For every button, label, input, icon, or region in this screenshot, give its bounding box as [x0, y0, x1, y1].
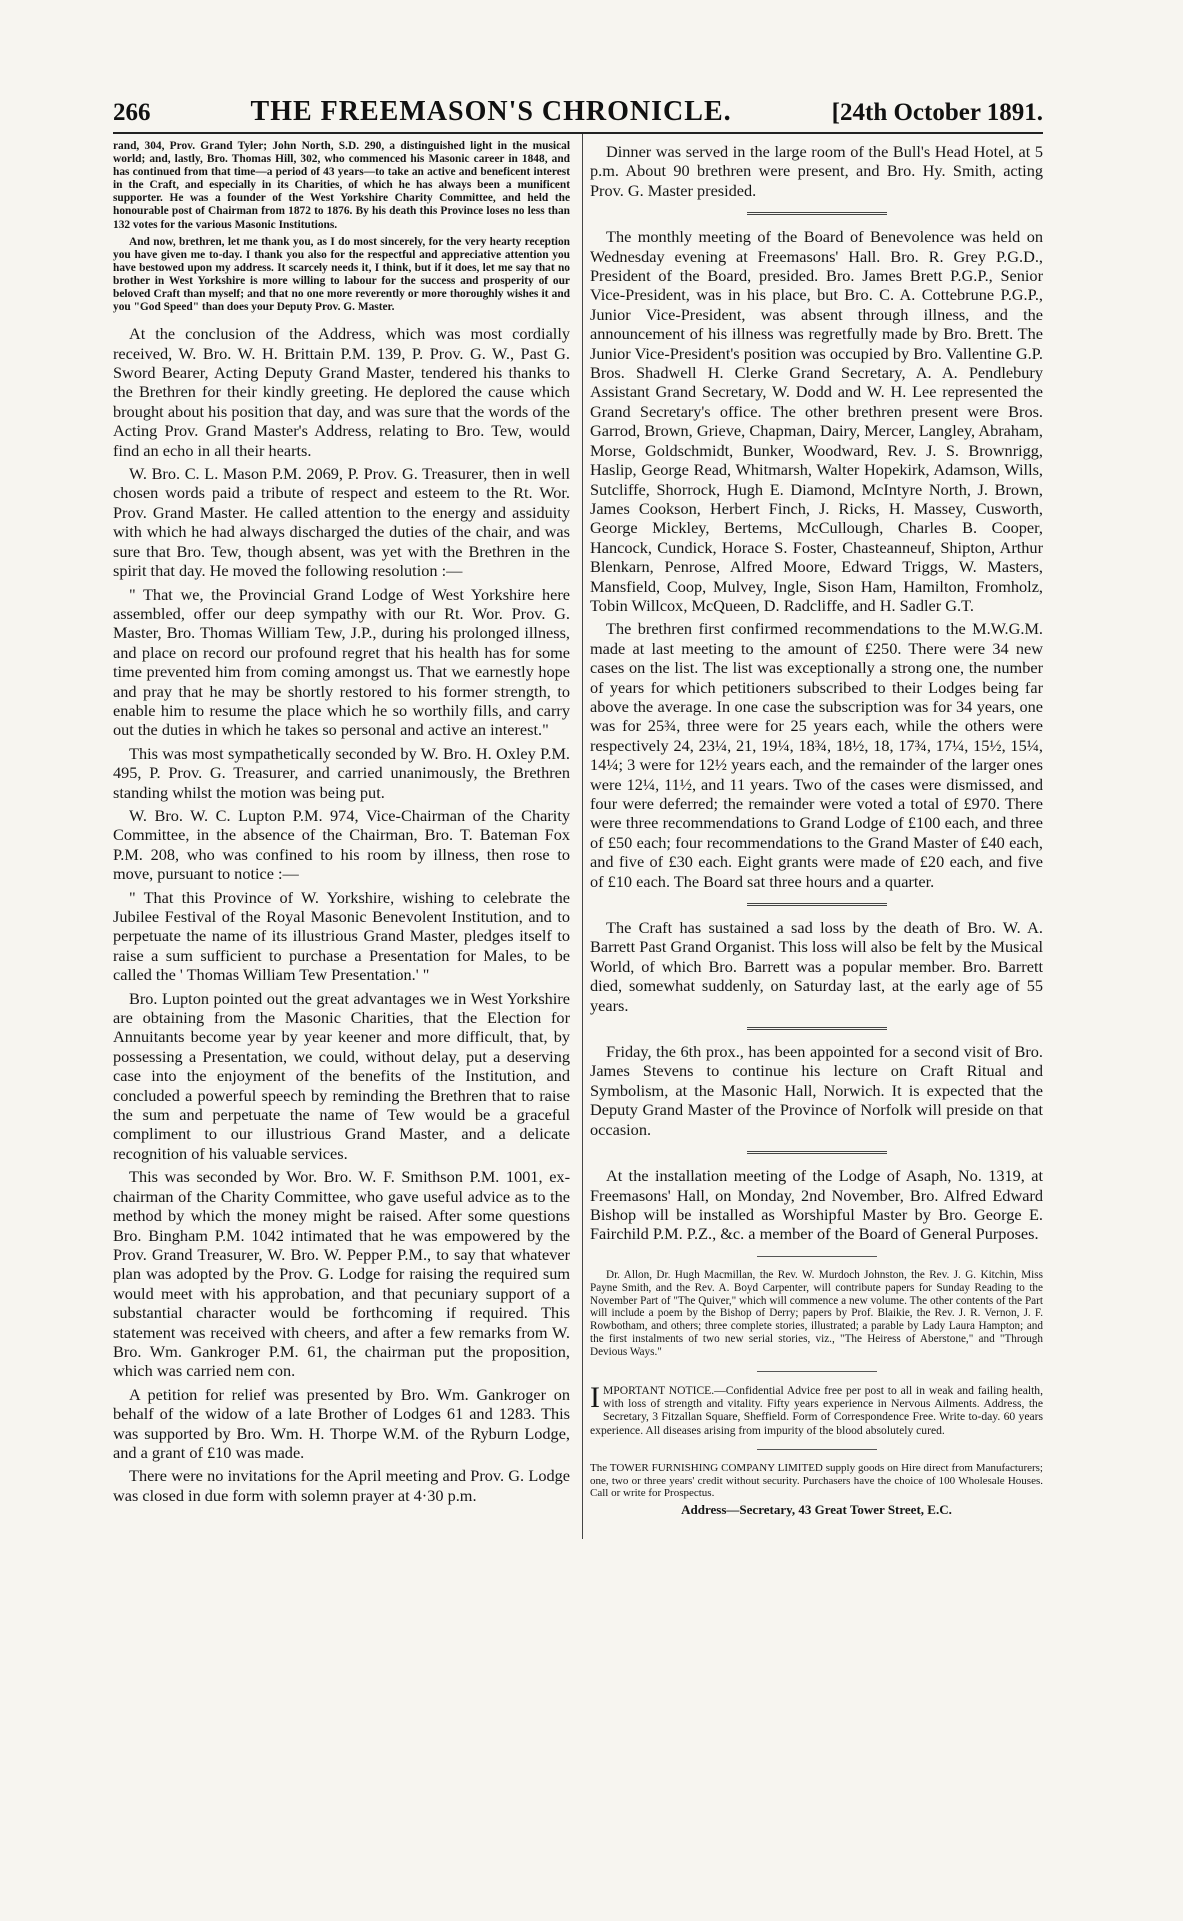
- masthead: [113, 96, 1043, 136]
- section-divider: [757, 1371, 877, 1372]
- left-column: [113, 140, 570, 1509]
- address-continuation: rand, 304, Prov. Grand Tyler; John North, S.D. 290, a distinguished light in the musical world; and, lastly, Bro. Thomas Hill, 302, who commenced his Masonic career in 1848, and has continued from that time—a period of 43 years—to take an active and beneficent interest in the Craft, and especially in its Charities, of which he has always been a munificent supporter. He was a founder of the West Yorkshire Charity Committee, and held the honourable post of Chairman from 1872 to 1876. By his death this Province loses no less than 132 votes for the various Masonic Institutions.: [113, 140, 570, 231]
- paragraph: Dinner was served in the large room of the Bull's Head Hotel, at 5 p.m. About 90 brethren were present, and Bro. Hy. Smith, acting Prov. G. Master presided.: [590, 142, 1043, 200]
- paragraph: The monthly meeting of the Board of Benevolence was held on Wednesday evening at Freemasons' Hall. Bro. R. Grey P.G.D., President of the Board, presided. Bro. James Brett P.G.P., Senior Vice-President, was in his place, but Bro. C. A. Cottebrune P.G.P., Junior Vice-President, was absent through illness, and the announcement of his illness was regretfully made by Bro. Brett. The Junior Vice-President's position was occupied by Bro. Vallentine G.P. Bros. Shadwell H. Clerke Grand Secretary, A. A. Pendlebury Assistant Grand Secretary, W. Dodd and W. H. Lee represented the Grand Secretary's office. The other brethren present were Bros. Garrod, Brown, Grieve, Chapman, Dairy, Mercer, Langley, Abraham, Morse, Goldschmidt, Bunker, Woodward, Rev. J. S. Brownrigg, Haslip, George Read, Whitmarsh, Walter Hopekirk, Adamson, Wills, Sutcliffe, Shorrock, Hugh E. Diamond, McIntyre North, J. Brown, James Cookson, Herbert Finch, J. Ricks, H. Massey, Cusworth, George Mickley, Bertems, McCullough, Charles B. Cooper, Hancock, Cundick, Horace S. Foster, Chasteanneuf, Shipton, Arthur Blenkarn, Penrose, Alfred Moore, Edward Triggs, W. Masters, Mansfield, Coop, Mulvey, Ingle, Sison Ham, Hamilton, Fromholz, Tobin Willcox, McQueen, D. Radcliffe, and H. Sadler G.T.: [590, 227, 1043, 615]
- ad-address: Address—Secretary, 43 Great Tower Street, E.C.: [681, 1502, 952, 1518]
- paragraph: A petition for relief was presented by Bro. Wm. Gankroger on behalf of the widow of a late Brother of Lodges 61 and 1283. This was supported by Bro. Wm. H. Thorpe W.M. of the Ryburn Lodge, and a grant of £10 was made.: [113, 1384, 570, 1462]
- header-rule: [113, 132, 1043, 134]
- paragraph: This was seconded by Wor. Bro. W. F. Smithson P.M. 1001, ex-chairman of the Charity Committee, who gave useful advice as to the method by which the money might be raised. After some questions Bro. Bingham P.M. 1042 intimated that he was empowered by the Prov. Grand Treasurer, W. Bro. W. Pepper P.M., to say that whatever plan was adopted by the Prov. G. Lodge for raising the required sum would meet with his approbation, and that pecuniary support of a substantial character would be forthcoming if required. This statement was received with cheers, and after a few remarks from W. Bro. Wm. Gankroger P.M. 61, the chairman put the proposition, which was carried nem con.: [113, 1167, 570, 1381]
- paragraph: At the installation meeting of the Lodge of Asaph, No. 1319, at Freemasons' Hall, on Monday, 2nd November, Bro. Alfred Edward Bishop will be installed as Worshipful Master by Bro. George E. Fairchild P.M. P.Z., &c. a member of the Board of General Purposes.: [590, 1166, 1043, 1244]
- dropcap: I: [590, 1381, 600, 1415]
- section-divider: [747, 1027, 887, 1030]
- furnishing-ad: The TOWER FURNISHING COMPANY LIMITED supply goods on Hire direct from Manufacturers; one, two or three years' credit without security. Purchasers have the choice of 100 Wholesale Houses. Call or write for Prospectus.: [590, 1461, 1043, 1500]
- paragraph: W. Bro. W. C. Lupton P.M. 974, Vice-Chairman of the Charity Committee, in the absence of the Chairman, Bro. T. Bateman Fox P.M. 208, who was confined to his room by illness, then rose to move, pursuant to notice :—: [113, 805, 570, 884]
- paragraph: W. Bro. C. L. Mason P.M. 2069, P. Prov. G. Treasurer, then in well chosen words paid a tribute of respect and esteem to the Rt. Wor. Prov. Grand Master. He called attention to the energy and assiduity with which he had always discharged the duties of the chair, and was sure that Bro. Tew, though absent, was yet with the Brethren in the spirit that day. He moved the following resolution :—: [113, 464, 570, 581]
- paragraph: This was most sympathetically seconded by W. Bro. H. Oxley P.M. 495, P. Prov. G. Treasurer, and carried unanimously, the Brethren standing whilst the motion was being put.: [113, 743, 570, 802]
- section-divider: [747, 212, 887, 215]
- paragraph: The brethren first confirmed recommendations to the M.W.G.M. made at last meeting to the amount of £250. There were 34 new cases on the list. The list was exceptionally a strong one, the number of years for which petitioners subscribed to their Lodges being far above the average. In one case the subscription was for 34 years, one was for 25¾, three were for 25 years each, while the others were respectively 24, 23¼, 21, 19¼, 18¾, 18½, 18, 17¾, 17¼, 15½, 15¼, 14¼; 3 were for 12½ years each, and the remainder of the larger ones were 12¼, 11½, and 11 years. Two of the cases were dismissed, and four were deferred; the remainder were voted a total of £970. There were three recommendations to Grand Lodge of £100 each, and three of £50 each; four recommendations to the Grand Master of £40 each, and five of £30 each. Eight grants were made of £20 each, and five of £10 each. The Board sat three hours and a quarter.: [590, 619, 1043, 891]
- section-divider: [757, 1256, 877, 1257]
- right-column: [590, 140, 1043, 1518]
- resolution-quote: " That this Province of W. Yorkshire, wishing to celebrate the Jubilee Festival of the Royal Masonic Benevolent Institution, and to perpetuate the name of its illustrious Grand Master, pledges itself to raise a sum sufficient to purchase a Presentation for Males, to be called the ' Thomas William Tew Presentation.' ": [113, 887, 570, 985]
- paragraph: At the conclusion of the Address, which was most cordially received, W. Bro. W. H. Brittain P.M. 139, P. Prov. G. W., Past G. Sword Bearer, Acting Deputy Grand Master, tendered his thanks to the Brethren for their kindly greeting. He deplored the cause which brought about his position that day, and was sure that the words of the Acting Prov. Grand Master's Address, relating to Bro. Tew, would find an echo in all their hearts.: [113, 324, 570, 460]
- quiver-notice: Dr. Allon, Dr. Hugh Macmillan, the Rev. W. Murdoch Johnston, the Rev. J. G. Kitchin, Miss Payne Smith, and the Rev. A. Boyd Carpenter, will contribute papers for Sunday Reading to the November Part of "The Quiver," which will commence a new volume. The other contents of the Part will include a poem by the Bishop of Derry; papers by Prof. Blaikie, the Rev. J. R. Vernon, J. F. Rowbotham, and others; three complete stories, illustrated; a parable by Lady Laura Hampton; and the first instalments of two new serial stories, viz., "The Heiress of Aberstone," and "Through Devious Ways.": [590, 1268, 1043, 1359]
- page-number: 266: [113, 99, 151, 126]
- notice-text: MPORTANT NOTICE.—Confidential Advice free per post to all in weak and failing health, with loss of strength and vitality. Fifty years experience in Nervous Ailments. Address, the Secretary, 3 Fitzallan Square, Sheffield. Form of Correspondence Free. Write to-day. 60 years experience. All diseases arising from impurity of the blood absolutely cured.: [590, 1384, 1043, 1437]
- issue-date: [24th October 1891.: [831, 99, 1043, 126]
- paragraph: The Craft has sustained a sad loss by the death of Bro. W. A. Barrett Past Grand Organist. This loss will also be felt by the Musical World, of which Bro. Barrett was a popular member. Bro. Barrett died, somewhat suddenly, on Saturday last, at the early age of 55 years.: [590, 918, 1043, 1015]
- column-divider: [582, 134, 583, 1539]
- section-divider: [757, 1449, 877, 1450]
- resolution-quote: " That we, the Provincial Grand Lodge of West Yorkshire here assembled, offer our deep sympathy with our Rt. Wor. Prov. G. Master, Bro. Thomas William Tew, J.P., during his prolonged illness, and place on record our profound regret that his health has for some time prevented him from coming amongst us. That we earnestly hope and pray that he may be shortly restored to his former strength, to enable him to resume the place which he so worthily fills, and carry out the duties in which he takes so personal and active an interest.": [113, 584, 570, 740]
- paragraph: Friday, the 6th prox., has been appointed for a second visit of Bro. James Stevens to continue his lecture on Craft Ritual and Symbolism, at the Masonic Hall, Norwich. It is expected that the Deputy Grand Master of the Province of Norfolk will preside on that occasion.: [590, 1042, 1043, 1139]
- section-divider: [747, 903, 887, 906]
- paragraph: Bro. Lupton pointed out the great advantages we in West Yorkshire are obtaining from the Masonic Charities, that the Election for Annuitants become year by year keener and more difficult, that, by possessing a Presentation, we could, without delay, put a deserving case into the enjoyment of the benefits of the Institution, and concluded a powerful speech by reminding the Brethren that to raise the sum and perpetuate the name of Tew would be a graceful compliment to our illustrious Grand Master, and a delicate recognition of his valuable services.: [113, 988, 570, 1163]
- important-notice-ad: [590, 1381, 1043, 1437]
- paragraph: There were no invitations for the April meeting and Prov. G. Lodge was closed in due form with solemn prayer at 4·30 p.m.: [113, 1466, 570, 1505]
- publication-title: THE FREEMASON'S CHRONICLE.: [250, 96, 732, 127]
- address-closing: And now, brethren, let me thank you, as I do most sincerely, for the very hearty reception you have given me to-day. I thank you also for the respectful and appreciative attention you have bestowed upon my address. It scarcely needs it, I think, but if it does, let me say that no brother in West Yorkshire is more willing to labour for the success and prosperity of our beloved Craft than myself; and that no one more reverently or more thoroughly wishes it and you "God Speed" than does your Deputy Prov. G. Master.: [113, 235, 570, 314]
- section-divider: [747, 1151, 887, 1154]
